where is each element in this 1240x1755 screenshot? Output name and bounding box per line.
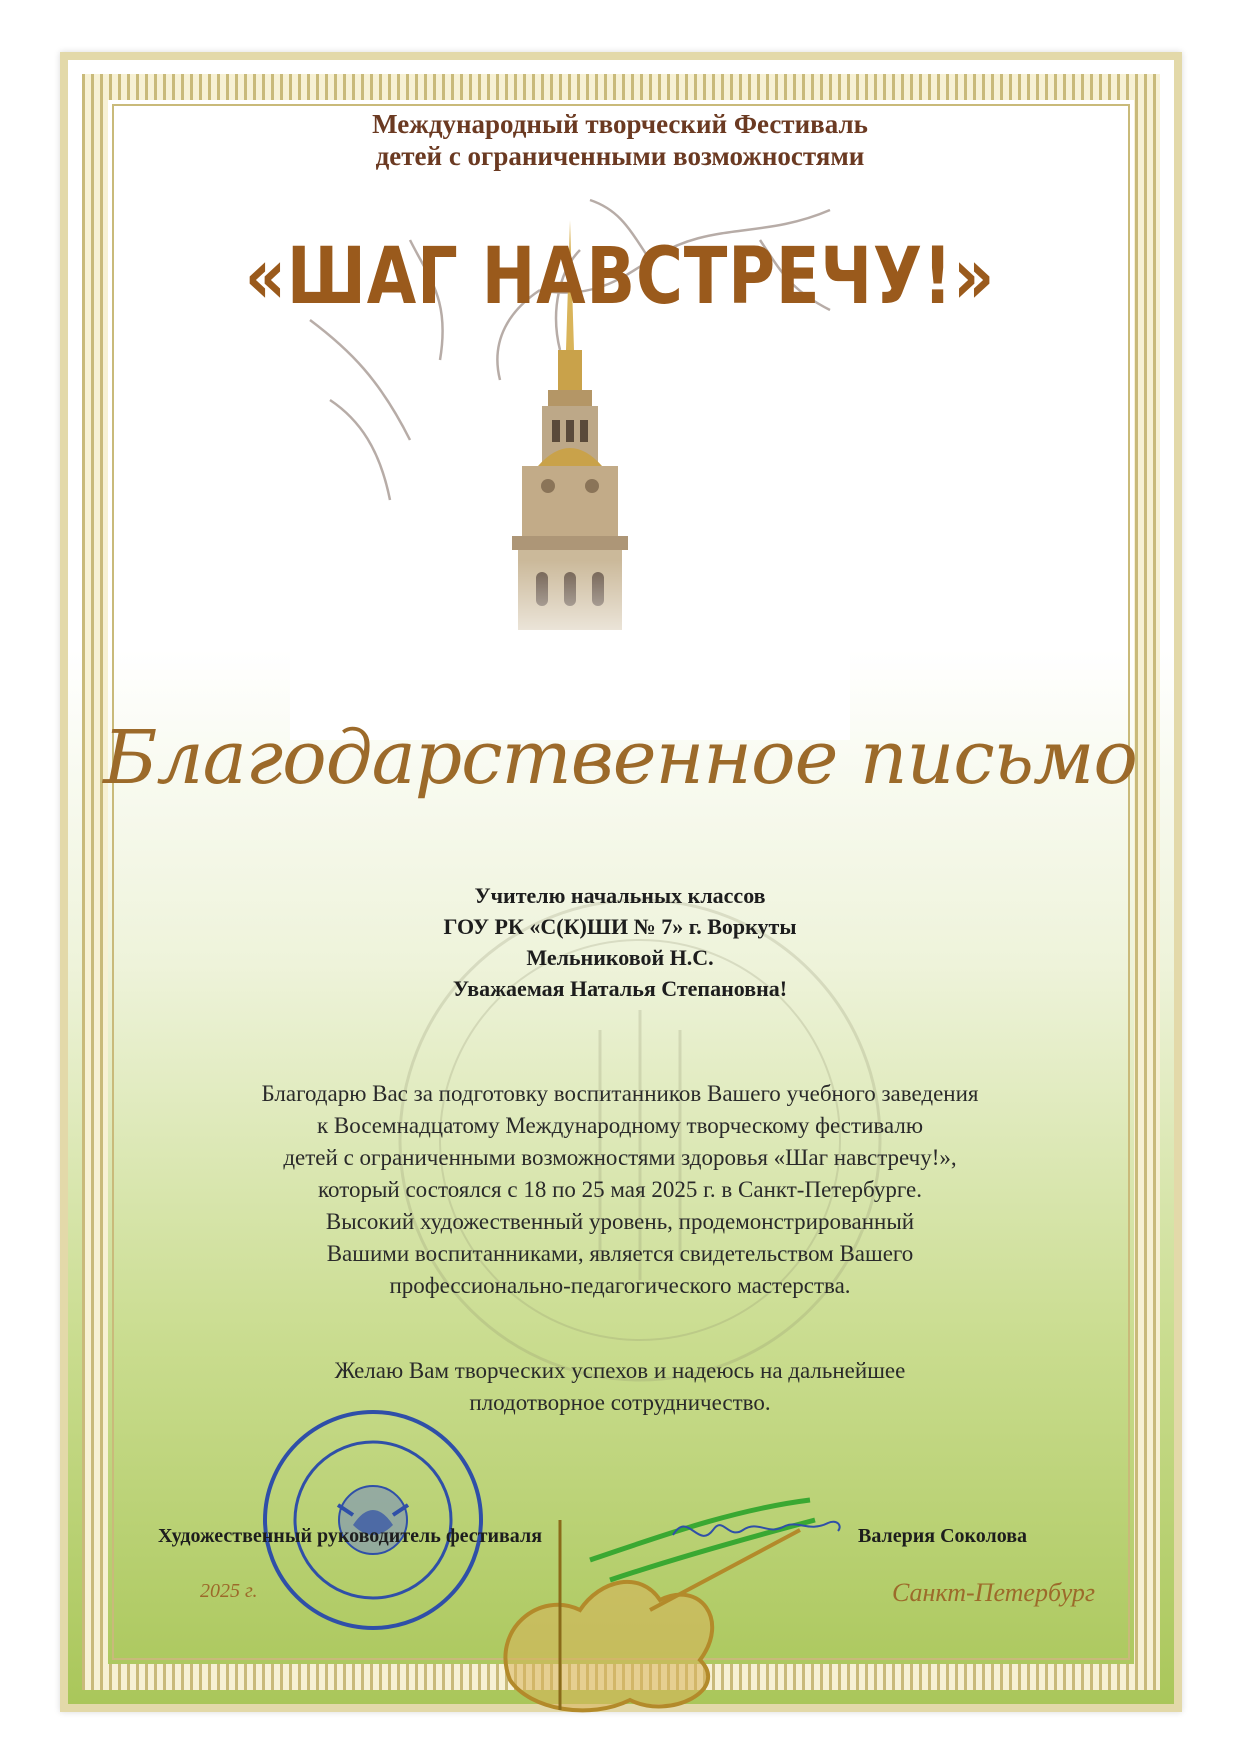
body-line: Высокий художественный уровень, продемонстрированный	[325, 1209, 915, 1234]
recipient-school: ГОУ РК «С(К)ШИ № 7» г. Воркуты	[443, 914, 797, 939]
festival-title: «ШАГ НАВСТРЕЧУ!»	[244, 232, 996, 322]
recipient-block	[0, 880, 1240, 1004]
city-label: Санкт-Петербург	[892, 1578, 1096, 1607]
year-label: 2025 г.	[200, 1580, 258, 1602]
header-line-1: Международный творческий Фестиваль	[372, 109, 868, 139]
festival-header	[0, 108, 1240, 172]
letter-title: Благодарственное письмо	[103, 715, 1137, 801]
body-line: который состоялся с 18 по 25 мая 2025 г. в Санкт-Петербурге.	[318, 1177, 922, 1202]
signer-name: Валерия Соколова	[858, 1525, 1028, 1547]
body-line: Вашими воспитанниками, является свидетельством Вашего	[326, 1241, 914, 1266]
signer-role: Художественный руководитель фестиваля	[158, 1525, 543, 1547]
body-line: Благодарю Вас за подготовку воспитанников Вашего учебного заведения	[261, 1081, 979, 1106]
violin-illustration	[470, 1460, 830, 1720]
body-line: к Восемнадцатому Международному творческому фестивалю	[316, 1113, 924, 1138]
recipient-name: Мельниковой Н.С.	[526, 945, 714, 970]
organization-stamp	[258, 1405, 488, 1635]
recipient-greeting: Уважаемая Наталья Степановна!	[452, 976, 788, 1001]
signature	[668, 1505, 848, 1555]
recipient-position: Учителю начальных классов	[474, 883, 766, 908]
letter-body	[120, 1078, 1120, 1302]
body-line: детей с ограниченными возможностями здоровья «Шаг навстречу!»,	[283, 1145, 957, 1170]
closing-line: Желаю Вам творческих успехов и надеюсь на дальнейшее	[334, 1358, 906, 1383]
closing-line: плодотворное сотрудничество.	[469, 1390, 771, 1415]
header-line-2: детей с ограниченными возможностями	[375, 141, 865, 171]
body-line: профессионально-педагогического мастерства.	[389, 1273, 851, 1298]
